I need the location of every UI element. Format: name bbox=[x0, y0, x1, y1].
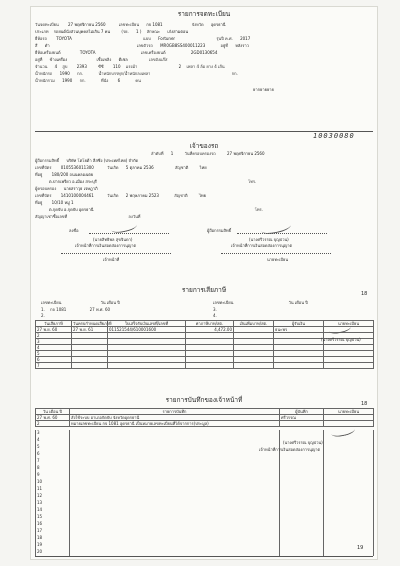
table-row: 7 bbox=[36, 363, 374, 369]
list-item: 15 bbox=[37, 514, 43, 519]
table-row: 2 หมายเลขทะเบียน กจ 1081 อุดรธานี เป็นหมายเลขทะเบียนที่ได้จากการ(ประมูล) bbox=[36, 421, 374, 427]
table-row: 27 พ.ศ. 60 สั่งใช้ระบบ อาเภอกัดจับ จังหวัดอุดรธานี ศรีวรรณ bbox=[36, 415, 374, 421]
reg-row-9: น้ำหนักรวม 1990 กก. ที่นั่ง 6 คน bbox=[35, 78, 141, 83]
registrar-caption: นายทะเบียน bbox=[267, 257, 289, 262]
table-row: 4 bbox=[36, 345, 374, 351]
registration-book-page bbox=[30, 6, 378, 560]
list-item: 10 bbox=[37, 479, 43, 484]
tax-plate-row-1: 1. กจ 1081 27 พ.ศ. 60 bbox=[41, 307, 111, 312]
list-item: 12 bbox=[37, 493, 43, 498]
list-item: 16 bbox=[37, 521, 43, 526]
officer-caption-line bbox=[61, 253, 171, 254]
notes-table bbox=[35, 408, 374, 427]
list-item: 3 bbox=[37, 430, 40, 435]
table-row: 5 bbox=[36, 351, 374, 357]
table-row: 3 bbox=[36, 339, 374, 345]
list-item: 14 bbox=[37, 507, 43, 512]
list-item: 9 bbox=[37, 472, 40, 477]
reg-row-3: ยี่ห้อรถ TOYOTA แบบ Fortuner รุ่นปี ค.ศ. 2017 bbox=[35, 36, 251, 41]
tax-signer: (นางศรีวรรณ บุญปวน) bbox=[321, 337, 361, 342]
table-row: 6 bbox=[36, 357, 374, 363]
notes-col-date: วัน เดือน ปี bbox=[36, 409, 70, 415]
list-item: 8 bbox=[37, 465, 40, 470]
list-item: 20 bbox=[37, 549, 43, 554]
holder-address-row-2: ต.กุดจับ อ.กุดจับ อุดรธานี โทร. bbox=[49, 207, 263, 212]
tax-plate-header-right: เลขทะเบียน วัน เดือน ปี bbox=[213, 300, 308, 305]
reg-row-5: ยี่ห้อเครื่องยนต์ TOYOTA เลขเครื่องยนต์ 2GD0130654 bbox=[35, 50, 218, 55]
reg-row-6: อยู่ที่ ข้างเครื่อง เชื้อเพลิง ดีเซล เลขถังแก๊ส bbox=[35, 57, 168, 62]
holder-id-row: เลขที่บัตร 1410100004461 วันเกิด 2 พฤษภาคม 2523 สัญชาติ ไทย bbox=[35, 193, 206, 198]
list-item: 19 bbox=[37, 542, 43, 547]
registration-title: รายการจดทะเบียน bbox=[177, 10, 231, 18]
tax-col-surcharge: เงินเพิ่มบาท/สต. bbox=[234, 321, 274, 327]
registrar-signature-line bbox=[237, 233, 327, 234]
notes-border-right bbox=[373, 430, 374, 556]
notes-divider-3 bbox=[323, 430, 324, 556]
owner-title: เจ้าของรถ bbox=[189, 142, 219, 150]
tax-col-registrar: นายทะเบียน bbox=[324, 321, 374, 327]
tax-page-number: 18 bbox=[361, 291, 368, 297]
list-item: 18 bbox=[37, 535, 43, 540]
list-item: 5 bbox=[37, 444, 40, 449]
tax-col-due-date: วันครบกำหนดเสียภาษี bbox=[73, 321, 112, 326]
rights-id-row: เลขที่บัตร 0105536011300 วันเกิด 5 ตุลาคม 2536 สัญชาติ ไทย bbox=[35, 165, 207, 170]
tax-plate-header-left: เลขทะเบียน วัน เดือน ปี bbox=[41, 300, 120, 305]
reg-row-8: น้ำหนักรถ 1990 กก. น้ำหนักบรรทุก/น้ำหนักลงเพลา กก. bbox=[35, 71, 238, 76]
notes-border-left bbox=[35, 430, 36, 556]
tax-plate-row-3: 3. bbox=[213, 307, 217, 312]
tax-col-receiver: ผู้รับเงิน bbox=[274, 321, 324, 327]
officer-sign-label: ลงชื่อ bbox=[69, 228, 79, 233]
registrar-role: เจ้าหน้าที่การเงินสอดส่องการนุญาต bbox=[231, 243, 293, 248]
notes-col-entry: รายการบันทึก bbox=[70, 409, 280, 415]
reg-row-2: ประเภท รถยนต์นั่งส่วนบุคคลไม่เกิน 7 คน (รย. 1 ) ลักษณะ เก๋งสามตอน bbox=[35, 29, 189, 34]
tax-table bbox=[35, 320, 374, 369]
serial-stamp: 10030080 bbox=[313, 132, 355, 140]
holder-row: ผู้ครอบครอง นายสราวุธ เจษฎาภิ bbox=[35, 186, 98, 191]
tax-title: รายการเสียภาษี bbox=[181, 286, 227, 294]
notes-signer-role: เจ้าหน้าที่การเงินสอดส่องการนุญาต bbox=[259, 447, 321, 452]
list-item: 6 bbox=[37, 451, 40, 456]
notes-col-recorder: ผู้บันทึก bbox=[280, 409, 324, 415]
tax-plate-row-2: 2. bbox=[41, 313, 45, 318]
notes-divider-1 bbox=[69, 430, 70, 556]
list-item: 11 bbox=[37, 486, 43, 491]
rights-address-row: ที่อยู่ 180/200 ถนนคลองเตย bbox=[35, 172, 94, 177]
officer-caption: เจ้าหน้าที่ bbox=[103, 257, 120, 262]
registration-tail-code: ยากยายยาย bbox=[253, 87, 274, 92]
holder-address-row: ที่อยู่ 10/10 หมู่ 1 bbox=[35, 200, 74, 205]
notes-title: รายการบันทึกของเจ้าหน้าที่ bbox=[165, 396, 243, 404]
list-item: 4 bbox=[37, 437, 40, 442]
tax-col-receipt: ใบเสร็จรับเงินเลขที่/เลขที่ bbox=[108, 321, 186, 327]
tax-col-paid-date: วันเสียภาษี bbox=[36, 321, 72, 327]
registrar-name: (นางศรีวรรณ บุญปวน) bbox=[249, 237, 289, 242]
notes-page-number: 18 bbox=[361, 401, 368, 407]
owner-seq-row: ลำดับที่ 1 วันที่ครอบครองรถ 27 พฤศจิกายน 2560 bbox=[151, 151, 265, 156]
officer-role: เจ้าหน้าที่การเงินสอดส่องการนุญาต bbox=[75, 243, 137, 248]
notes-col-registrar: นายทะเบียน bbox=[324, 409, 374, 415]
reg-row-4: สี ดำ เลขตัวรถ MR0GB8SS400011223 อยู่ที่ หลังราว bbox=[35, 43, 249, 48]
rights-address-row-2: ต.ปากเพรียว อ.เมือง สระบุรี โทร. bbox=[49, 179, 257, 184]
registrar-caption-line bbox=[221, 253, 331, 254]
list-item: 13 bbox=[37, 500, 43, 505]
officer-signature-line bbox=[89, 233, 169, 234]
list-item: 7 bbox=[37, 458, 40, 463]
footer-page-number: 19 bbox=[357, 545, 364, 551]
notes-signer: (นางศรีวรรณ บุญปวน) bbox=[283, 440, 323, 445]
rights-holder-row: ผู้ถือกรรมสิทธิ์ บริษัท โตโยต้า ลีสซิ่ง (ประเทศไทย) จำกัด bbox=[35, 158, 139, 163]
officer-name: (นายสิทธิพล สุขจินดา) bbox=[93, 237, 133, 242]
reg-row-1: วันจดทะเบียน 27 พฤศจิกายน 2560 เลขทะเบียน กจ 1081 จังหวัด อุดรธานี bbox=[35, 22, 226, 27]
registrar-sign-label: ผู้ถือกรรมสิทธิ์ bbox=[207, 228, 232, 233]
tax-plate-row-4: 4. bbox=[213, 313, 217, 318]
reg-row-7: จำนวน 4 สูบ 2393 ซีซี 110 แรงม้า 2 เพลา 4 ล้อ ยาง 4 เส้น bbox=[35, 64, 225, 69]
notes-bottom-line bbox=[35, 556, 373, 557]
tax-col-amount: ค่าภาษีบาท/สต. bbox=[186, 321, 234, 327]
section-divider bbox=[35, 131, 373, 132]
table-row: 2 bbox=[36, 333, 374, 339]
list-item: 17 bbox=[37, 528, 43, 533]
table-row: 27 พ.ย. 60 27 พ.ย. 61 011521544/610001600 4,472.00 ธนะพร bbox=[36, 327, 374, 333]
contract-row: สัญญาเช่าซื้อเลขที่ ลงวันที่ bbox=[35, 214, 141, 219]
